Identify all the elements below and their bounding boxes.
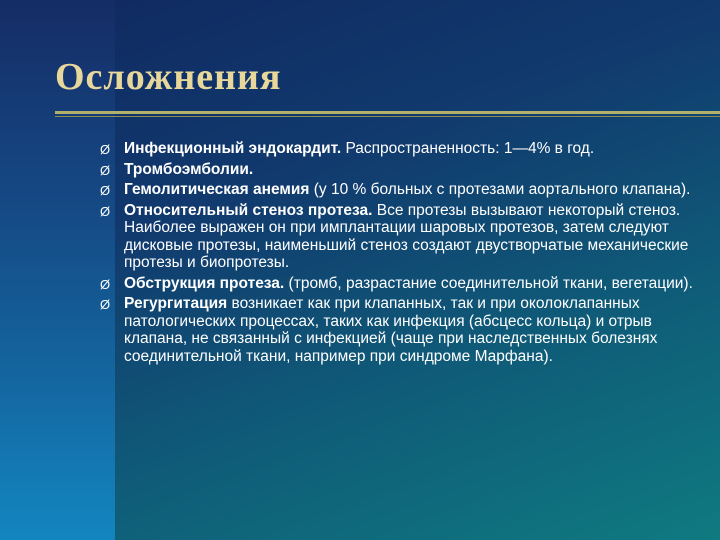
arrow-bullet-icon: Ø: [100, 297, 111, 312]
title-underline: [55, 111, 720, 114]
bullet-term: Гемолитическая анемия: [124, 181, 310, 198]
bullet-item-thromboembolism: [100, 161, 705, 179]
bullet-item-endocarditis: [100, 140, 705, 158]
arrow-bullet-icon: Ø: [100, 183, 111, 198]
bullet-term: Относительный стеноз протеза.: [124, 201, 373, 219]
bullet-term: Регургитация: [124, 295, 228, 312]
bullet-text: возникает как при клапанных, так и при околоклапанных патологических процессах, таких как инфекция (абсцесс кольца) и отрыв клапана, не связанный с инфекцией (чаще при наследственных болезнях соединительной ткани, например при синдроме Марфана).: [124, 295, 658, 365]
bullet-text: Распространенность: 1—4% в год.: [341, 140, 595, 157]
title-underline-thin: [55, 116, 720, 117]
bullet-text: Все протезы вызывают некоторый стеноз. Наиболее выражен он при имплантации шаровых протезов, затем следуют дисковые протезы, наименьший стеноз создают двустворчатые механические протезы и биопротезы.: [124, 201, 689, 271]
bullet-term: Инфекционный эндокардит.: [124, 140, 342, 157]
bullet-text: (тромб, разрастание соединительной ткани, вегетации).: [284, 274, 693, 292]
arrow-bullet-icon: Ø: [100, 203, 111, 219]
bullet-item-stenosis: [100, 202, 705, 272]
slide-title: Осложнения: [55, 56, 282, 98]
arrow-bullet-icon: Ø: [100, 162, 111, 178]
bullet-text: (у 10 % больных с протезами аортального клапана).: [309, 181, 691, 198]
bullet-term: Обструкция протеза.: [124, 274, 285, 292]
bullet-item-anemia: [100, 181, 705, 199]
bullet-item-regurgitation: [100, 295, 705, 365]
arrow-bullet-icon: Ø: [100, 276, 111, 292]
bullet-item-obstruction: [100, 275, 705, 293]
arrow-bullet-icon: Ø: [100, 142, 111, 157]
bullet-term: Тромбоэмболии.: [124, 160, 254, 178]
bullet-list: [100, 140, 705, 368]
